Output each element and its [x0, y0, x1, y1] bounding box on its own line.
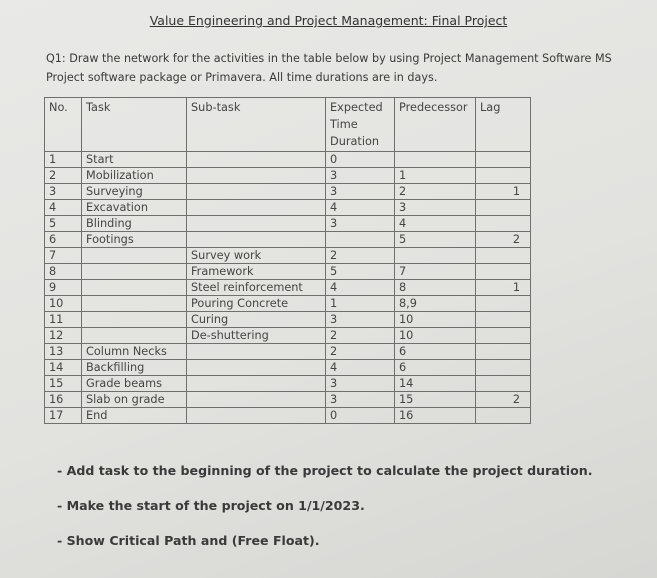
cell-no: 3: [45, 184, 82, 200]
cell-no: 16: [45, 392, 82, 408]
cell-task: Grade beams: [82, 376, 187, 392]
table-body: [45, 152, 531, 424]
cell-predecessor: 10: [395, 328, 476, 344]
cell-task: [82, 296, 187, 312]
cell-predecessor: 1: [395, 168, 476, 184]
cell-lag: 2: [476, 392, 531, 408]
cell-task: Footings: [82, 232, 187, 248]
cell-no: 11: [45, 312, 82, 328]
header-task: Task: [82, 98, 187, 152]
cell-task: Slab on grade: [82, 392, 187, 408]
cell-task: Backfilling: [82, 360, 187, 376]
cell-duration: 3: [326, 184, 395, 200]
table-row: [45, 312, 531, 328]
cell-no: 8: [45, 264, 82, 280]
cell-duration: 4: [326, 200, 395, 216]
cell-predecessor: 4: [395, 216, 476, 232]
cell-task: [82, 280, 187, 296]
table-row: [45, 328, 531, 344]
cell-predecessor: [395, 152, 476, 168]
cell-no: 13: [45, 344, 82, 360]
cell-subtask: [187, 344, 326, 360]
cell-lag: 2: [476, 232, 531, 248]
cell-subtask: [187, 360, 326, 376]
cell-predecessor: 14: [395, 376, 476, 392]
table-row: [45, 184, 531, 200]
cell-task: Excavation: [82, 200, 187, 216]
cell-duration: 0: [326, 408, 395, 424]
header-duration: Expected Time Duration: [326, 98, 395, 152]
table-row: [45, 264, 531, 280]
cell-duration: 3: [326, 168, 395, 184]
table-row: [45, 344, 531, 360]
cell-predecessor: 10: [395, 312, 476, 328]
cell-duration: 3: [326, 216, 395, 232]
document-title: Value Engineering and Project Management: Final Project: [149, 13, 508, 28]
activity-table: [44, 97, 531, 424]
table-row: [45, 280, 531, 296]
cell-lag: [476, 360, 531, 376]
cell-task: Start: [82, 152, 187, 168]
instruction-item: - Add task to the beginning of the project to calculate the project duration.: [57, 463, 593, 478]
cell-duration: 5: [326, 264, 395, 280]
cell-no: 12: [45, 328, 82, 344]
cell-task: End: [82, 408, 187, 424]
cell-duration: 2: [326, 328, 395, 344]
table-row: [45, 168, 531, 184]
cell-duration: 1: [326, 296, 395, 312]
cell-predecessor: 8,9: [395, 296, 476, 312]
cell-lag: [476, 264, 531, 280]
cell-no: 1: [45, 152, 82, 168]
header-predecessor: Predecessor: [395, 98, 476, 152]
cell-lag: [476, 152, 531, 168]
cell-lag: [476, 296, 531, 312]
cell-predecessor: 6: [395, 360, 476, 376]
cell-duration: 3: [326, 392, 395, 408]
table-row: [45, 216, 531, 232]
cell-duration: 4: [326, 360, 395, 376]
table-row: [45, 232, 531, 248]
cell-subtask: Pouring Concrete: [187, 296, 326, 312]
cell-predecessor: 2: [395, 184, 476, 200]
cell-subtask: [187, 376, 326, 392]
cell-no: 5: [45, 216, 82, 232]
cell-no: 15: [45, 376, 82, 392]
cell-lag: [476, 328, 531, 344]
cell-predecessor: 15: [395, 392, 476, 408]
cell-lag: [476, 344, 531, 360]
cell-subtask: [187, 232, 326, 248]
cell-predecessor: 3: [395, 200, 476, 216]
cell-duration: 2: [326, 248, 395, 264]
cell-lag: [476, 168, 531, 184]
cell-subtask: Framework: [187, 264, 326, 280]
cell-subtask: [187, 200, 326, 216]
table-row: [45, 200, 531, 216]
cell-no: 6: [45, 232, 82, 248]
cell-task: Column Necks: [82, 344, 187, 360]
cell-duration: 4: [326, 280, 395, 296]
cell-lag: [476, 408, 531, 424]
cell-predecessor: 16: [395, 408, 476, 424]
cell-predecessor: 8: [395, 280, 476, 296]
cell-subtask: Steel reinforcement: [187, 280, 326, 296]
activity-table-container: [44, 97, 531, 424]
cell-task: Surveying: [82, 184, 187, 200]
cell-lag: [476, 376, 531, 392]
cell-predecessor: 6: [395, 344, 476, 360]
cell-lag: [476, 216, 531, 232]
cell-predecessor: [395, 248, 476, 264]
cell-duration: [326, 232, 395, 248]
cell-task: [82, 328, 187, 344]
cell-subtask: [187, 216, 326, 232]
table-row: [45, 360, 531, 376]
cell-subtask: Curing: [187, 312, 326, 328]
cell-duration: 3: [326, 312, 395, 328]
table-row: [45, 296, 531, 312]
table-row: [45, 248, 531, 264]
cell-subtask: [187, 392, 326, 408]
cell-no: 2: [45, 168, 82, 184]
table-row: [45, 408, 531, 424]
cell-subtask: De-shuttering: [187, 328, 326, 344]
cell-lag: 1: [476, 280, 531, 296]
header-no: No.: [45, 98, 82, 152]
cell-lag: 1: [476, 184, 531, 200]
cell-task: [82, 312, 187, 328]
table-header-row: [45, 98, 531, 152]
cell-duration: 0: [326, 152, 395, 168]
table-row: [45, 152, 531, 168]
header-subtask: Sub-task: [187, 98, 326, 152]
cell-task: [82, 264, 187, 280]
cell-no: 4: [45, 200, 82, 216]
cell-predecessor: 5: [395, 232, 476, 248]
cell-no: 14: [45, 360, 82, 376]
cell-subtask: Survey work: [187, 248, 326, 264]
cell-lag: [476, 248, 531, 264]
table-row: [45, 392, 531, 408]
cell-lag: [476, 312, 531, 328]
cell-subtask: [187, 408, 326, 424]
cell-task: [82, 248, 187, 264]
cell-no: 10: [45, 296, 82, 312]
cell-predecessor: 7: [395, 264, 476, 280]
cell-subtask: [187, 152, 326, 168]
header-lag: Lag: [476, 98, 531, 152]
cell-duration: 3: [326, 376, 395, 392]
cell-subtask: [187, 168, 326, 184]
cell-lag: [476, 200, 531, 216]
cell-task: Blinding: [82, 216, 187, 232]
cell-no: 7: [45, 248, 82, 264]
instruction-item: - Show Critical Path and (Free Float).: [57, 533, 320, 548]
instructions-list: [57, 463, 593, 568]
cell-task: Mobilization: [82, 168, 187, 184]
question-text: Q1: Draw the network for the activities in the table below by using Project Management Software MS Project software package or Primavera. All time durations are in days.: [46, 52, 612, 84]
table-row: [45, 376, 531, 392]
instruction-item: - Make the start of the project on 1/1/2023.: [57, 498, 365, 513]
cell-no: 9: [45, 280, 82, 296]
cell-no: 17: [45, 408, 82, 424]
cell-duration: 2: [326, 344, 395, 360]
cell-subtask: [187, 184, 326, 200]
